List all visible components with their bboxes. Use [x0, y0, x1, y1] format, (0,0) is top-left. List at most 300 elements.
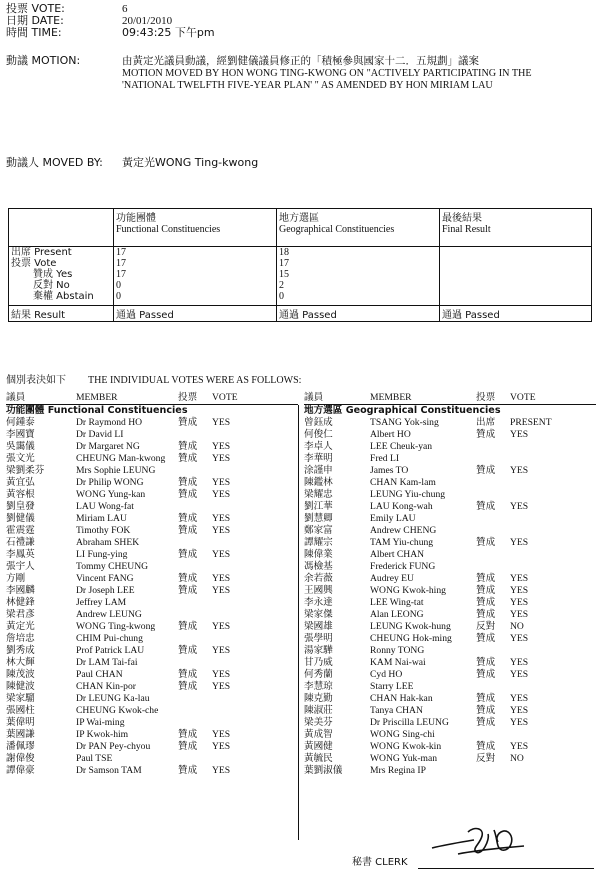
vote-zh: 贊成 — [476, 717, 496, 728]
functional-counts — [114, 247, 277, 306]
summary-header-final — [440, 209, 592, 247]
member-name-en: LEE Cheuk-yan — [370, 441, 433, 452]
member-name-en: Fred LI — [370, 453, 400, 464]
member-name-en: Albert HO — [370, 429, 411, 440]
vote-en: YES — [510, 429, 529, 440]
vote-row — [304, 477, 596, 489]
vote-en: YES — [510, 501, 529, 512]
vote-row — [304, 489, 596, 501]
functional-no: 0 — [116, 280, 121, 291]
vote-row — [304, 753, 596, 765]
result-label: 結果 Result — [9, 306, 114, 322]
member-name-en: Andrew CHENG — [370, 525, 437, 536]
vote-zh: 反對 — [476, 753, 496, 764]
vote-zh: 贊成 — [178, 453, 198, 464]
summary-corner — [9, 209, 114, 247]
member-name-zh: 梁家騮 — [6, 693, 35, 704]
vote-en: YES — [212, 765, 231, 776]
column-header-row — [6, 392, 298, 405]
vote-row — [6, 729, 298, 741]
vote-zh: 贊成 — [178, 669, 198, 680]
member-name-en: Ronny TONG — [370, 645, 425, 656]
vote-en: YES — [510, 633, 529, 644]
member-name-zh: 李國寶 — [6, 429, 35, 440]
vote-row — [304, 561, 596, 573]
member-name-en: Paul CHAN — [76, 669, 123, 680]
vote-en: YES — [212, 645, 231, 656]
vote-en: YES — [212, 489, 231, 500]
vote-row — [6, 669, 298, 681]
member-name-zh: 林大輝 — [6, 657, 35, 668]
vote-row — [304, 537, 596, 549]
member-name-zh: 梁君彥 — [6, 609, 35, 620]
vote-en: YES — [510, 585, 529, 596]
row-label-present: 出席 Present — [11, 247, 72, 258]
member-name-zh: 黃容根 — [6, 489, 35, 500]
member-name-en: Abraham SHEK — [76, 537, 140, 548]
vote-zh: 贊成 — [178, 681, 198, 692]
vote-en: YES — [212, 513, 231, 524]
vote-en: YES — [212, 525, 231, 536]
vote-row — [6, 417, 298, 429]
section-title: 地方選區 Geographical Constituencies — [304, 405, 501, 416]
vote-zh: 贊成 — [476, 573, 496, 584]
member-name-en: WONG Sing-chi — [370, 729, 435, 740]
vote-en: YES — [510, 573, 529, 584]
member-name-en: Dr Raymond HO — [76, 417, 143, 428]
header-vote-en: VOTE — [212, 392, 238, 403]
vote-row — [304, 585, 596, 597]
vote-zh: 贊成 — [178, 441, 198, 452]
individual-title-en: THE INDIVIDUAL VOTES WERE AS FOLLOWS: — [88, 375, 302, 386]
time-value: 09:43:25 下午pm — [122, 26, 215, 39]
member-name-en: Cyd HO — [370, 669, 403, 680]
header-vote-zh: 投票 — [178, 392, 198, 403]
vote-en: YES — [510, 717, 529, 728]
member-name-zh: 陳淑莊 — [304, 705, 333, 716]
member-name-zh: 李華明 — [304, 453, 333, 464]
member-name-en: CHAN Kam-lam — [370, 477, 436, 488]
vote-row — [304, 525, 596, 537]
member-name-zh: 梁劉柔芬 — [6, 465, 45, 476]
member-name-en: LAU Wong-fat — [76, 501, 134, 512]
vote-row — [6, 429, 298, 441]
member-name-en: LEE Wing-tat — [370, 597, 424, 608]
column-header-row — [304, 392, 596, 405]
member-name-zh: 梁美芬 — [304, 717, 333, 728]
vote-row — [304, 465, 596, 477]
vote-row — [304, 717, 596, 729]
header-en: Final Result — [442, 224, 491, 235]
vote-en: NO — [510, 621, 524, 632]
functional-votes-column — [6, 392, 298, 777]
header-zh: 最後結果 — [442, 213, 482, 224]
member-name-zh: 張文光 — [6, 453, 35, 464]
vote-row — [6, 501, 298, 513]
vote-en: YES — [212, 477, 231, 488]
vote-zh: 贊成 — [476, 741, 496, 752]
vote-row — [6, 753, 298, 765]
member-name-zh: 吳靄儀 — [6, 441, 35, 452]
member-name-zh: 李永達 — [304, 597, 333, 608]
member-name-en: LI Fung-ying — [76, 549, 128, 560]
functional-yes: 17 — [116, 269, 126, 280]
header-en: Geographical Constituencies — [279, 224, 395, 235]
clerk-signature — [428, 818, 528, 864]
functional-vote-list — [6, 417, 298, 777]
vote-zh: 贊成 — [178, 585, 198, 596]
member-name-zh: 劉健儀 — [6, 513, 35, 524]
vote-row — [6, 693, 298, 705]
vote-label: 投票 VOTE: — [6, 2, 65, 15]
vote-row — [6, 621, 298, 633]
member-name-zh: 黃宜弘 — [6, 477, 35, 488]
functional-abstain: 0 — [116, 291, 121, 302]
motion-en-line2: 'NATIONAL TWELFTH FIVE-YEAR PLAN' " AS AMENDED BY HON MIRIAM LAU — [122, 80, 493, 91]
final-counts — [440, 247, 592, 306]
member-name-zh: 陳鑑林 — [304, 477, 333, 488]
member-name-en: Jeffrey LAM — [76, 597, 127, 608]
vote-en: YES — [510, 609, 529, 620]
member-name-zh: 王國興 — [304, 585, 333, 596]
member-name-en: Alan LEONG — [370, 609, 424, 620]
member-name-zh: 馮檢基 — [304, 561, 333, 572]
vote-row — [304, 705, 596, 717]
vote-zh: 贊成 — [476, 609, 496, 620]
member-name-en: WONG Kwok-kin — [370, 741, 442, 752]
moved-by-value: 黃定光WONG Ting-kwong — [122, 156, 259, 169]
member-name-en: LEUNG Kwok-hung — [370, 621, 451, 632]
member-name-en: WONG Yuk-man — [370, 753, 438, 764]
member-name-en: Tommy CHEUNG — [76, 561, 149, 572]
clerk-signature-line — [418, 868, 594, 869]
vote-en: YES — [212, 741, 231, 752]
geographical-abstain: 0 — [279, 291, 284, 302]
member-name-zh: 梁家傑 — [304, 609, 333, 620]
member-name-zh: 黃國健 — [304, 741, 333, 752]
member-name-zh: 何俊仁 — [304, 429, 333, 440]
motion-label: 動議 MOTION: — [6, 54, 81, 67]
vote-en: YES — [212, 729, 231, 740]
summary-row-labels — [9, 247, 114, 306]
vote-row — [6, 633, 298, 645]
member-name-en: CHEUNG Kwok-che — [76, 705, 159, 716]
member-name-en: Tanya CHAN — [370, 705, 423, 716]
member-name-en: Audrey EU — [370, 573, 414, 584]
geographical-result: 通過 Passed — [277, 306, 440, 322]
vote-zh: 贊成 — [476, 657, 496, 668]
vote-zh: 贊成 — [178, 645, 198, 656]
vote-row — [304, 453, 596, 465]
vote-row — [304, 501, 596, 513]
row-label-yes: 贊成 Yes — [33, 269, 73, 280]
member-name-en: Dr David LI — [76, 429, 124, 440]
date-label: 日期 DATE: — [6, 14, 64, 27]
header-zh: 地方選區 — [279, 213, 319, 224]
row-label-vote: 投票 Vote — [11, 258, 57, 269]
vote-row — [304, 765, 596, 777]
header-vote-zh: 投票 — [476, 392, 496, 403]
member-name-en: IP Kwok-him — [76, 729, 129, 740]
vote-row — [6, 465, 298, 477]
member-name-en: CHEUNG Man-kwong — [76, 453, 166, 464]
member-name-en: WONG Yung-kan — [76, 489, 146, 500]
member-name-en: Dr PAN Pey-chyou — [76, 741, 151, 752]
member-name-zh: 葉劉淑儀 — [304, 765, 343, 776]
member-name-zh: 譚偉豪 — [6, 765, 35, 776]
vote-zh: 贊成 — [178, 525, 198, 536]
member-name-en: CHAN Kin-por — [76, 681, 136, 692]
vote-zh: 贊成 — [476, 597, 496, 608]
vote-row — [304, 729, 596, 741]
vote-zh: 贊成 — [476, 693, 496, 704]
member-name-zh: 霍震霆 — [6, 525, 35, 536]
member-name-zh: 甘乃威 — [304, 657, 333, 668]
vote-en: YES — [510, 597, 529, 608]
vote-row — [304, 681, 596, 693]
motion-en-line1: MOTION MOVED BY HON WONG TING-KWONG ON "ACTIVELY PARTICIPATING IN THE — [122, 68, 532, 79]
vote-zh: 贊成 — [476, 465, 496, 476]
vote-en: YES — [510, 537, 529, 548]
header-en: Functional Constituencies — [116, 224, 221, 235]
vote-row — [6, 657, 298, 669]
vote-row — [6, 573, 298, 585]
header-member-en: MEMBER — [370, 392, 412, 403]
vote-en: YES — [510, 657, 529, 668]
vote-row — [6, 765, 298, 777]
member-name-zh: 涂謹申 — [304, 465, 333, 476]
member-name-zh: 劉秀成 — [6, 645, 35, 656]
member-name-zh: 李慧琼 — [304, 681, 333, 692]
member-name-zh: 陳茂波 — [6, 669, 35, 680]
header-zh: 功能團體 — [116, 213, 156, 224]
vote-row — [304, 693, 596, 705]
vote-zh: 贊成 — [178, 513, 198, 524]
vote-row — [6, 645, 298, 657]
functional-present: 17 — [116, 247, 126, 258]
vote-en: YES — [212, 681, 231, 692]
member-name-zh: 梁國雄 — [304, 621, 333, 632]
header-member-zh: 議員 — [304, 392, 324, 403]
vote-en: YES — [510, 705, 529, 716]
vote-row — [6, 549, 298, 561]
geographical-vote-list — [304, 417, 596, 777]
vote-zh: 贊成 — [178, 417, 198, 428]
vote-en: PRESENT — [510, 417, 552, 428]
member-name-en: TAM Yiu-chung — [370, 537, 434, 548]
vote-zh: 贊成 — [178, 573, 198, 584]
member-name-zh: 黃毓民 — [304, 753, 333, 764]
member-name-zh: 潘佩璆 — [6, 741, 35, 752]
date-value: 20/01/2010 — [122, 15, 173, 27]
vote-row — [304, 741, 596, 753]
vote-row — [304, 573, 596, 585]
member-name-en: Dr Margaret NG — [76, 441, 140, 452]
vote-en: YES — [510, 741, 529, 752]
member-name-zh: 張學明 — [304, 633, 333, 644]
vote-row — [6, 477, 298, 489]
header-member-en: MEMBER — [76, 392, 118, 403]
vote-row — [304, 645, 596, 657]
vote-zh: 贊成 — [178, 729, 198, 740]
member-name-zh: 詹培忠 — [6, 633, 35, 644]
clerk-label: 秘書 CLERK — [352, 857, 408, 868]
member-name-zh: 葉國謙 — [6, 729, 35, 740]
member-name-en: Dr Philip WONG — [76, 477, 144, 488]
vote-row — [6, 441, 298, 453]
geographical-present: 18 — [279, 247, 289, 258]
vote-en: YES — [212, 621, 231, 632]
summary-table — [8, 208, 592, 322]
member-name-en: Mrs Regina IP — [370, 765, 426, 776]
vote-row — [304, 417, 596, 429]
member-name-zh: 陳偉業 — [304, 549, 333, 560]
member-name-zh: 張國柱 — [6, 705, 35, 716]
member-name-zh: 劉慧卿 — [304, 513, 333, 524]
member-name-zh: 李卓人 — [304, 441, 333, 452]
final-result: 通過 Passed — [440, 306, 592, 322]
member-name-en: WONG Kwok-hing — [370, 585, 446, 596]
member-name-zh: 林健鋒 — [6, 597, 35, 608]
vote-row — [304, 657, 596, 669]
vote-zh: 贊成 — [178, 477, 198, 488]
member-name-en: CHAN Hak-kan — [370, 693, 433, 704]
vote-zh: 贊成 — [178, 621, 198, 632]
member-name-en: Prof Patrick LAU — [76, 645, 145, 656]
row-label-no: 反對 No — [33, 280, 70, 291]
vote-en: YES — [510, 465, 529, 476]
summary-header-functional — [114, 209, 277, 247]
vote-row — [6, 681, 298, 693]
column-divider — [298, 405, 299, 840]
member-name-en: IP Wai-ming — [76, 717, 125, 728]
member-name-en: Frederick FUNG — [370, 561, 436, 572]
vote-row — [6, 717, 298, 729]
vote-row — [304, 549, 596, 561]
vote-zh: 贊成 — [476, 537, 496, 548]
member-name-en: LAU Kong-wah — [370, 501, 433, 512]
vote-row — [304, 441, 596, 453]
member-name-zh: 鄭家富 — [304, 525, 333, 536]
vote-number: 6 — [122, 3, 128, 15]
header-member-zh: 議員 — [6, 392, 26, 403]
vote-zh: 贊成 — [178, 489, 198, 500]
member-name-en: Emily LAU — [370, 513, 416, 524]
vote-zh: 贊成 — [476, 429, 496, 440]
motion-zh: 由黃定光議員動議，經劉健儀議員修正的「積極參與國家十二．五規劃」議案 — [122, 55, 479, 67]
member-name-zh: 張宇人 — [6, 561, 35, 572]
member-name-zh: 李鳳英 — [6, 549, 35, 560]
member-name-en: Dr Joseph LEE — [76, 585, 135, 596]
vote-en: YES — [212, 549, 231, 560]
member-name-zh: 何秀蘭 — [304, 669, 333, 680]
geographical-yes: 15 — [279, 269, 289, 280]
vote-row — [304, 609, 596, 621]
member-name-en: Mrs Sophie LEUNG — [76, 465, 156, 476]
vote-en: NO — [510, 753, 524, 764]
vote-en: YES — [212, 417, 231, 428]
vote-row — [6, 585, 298, 597]
vote-zh: 贊成 — [178, 741, 198, 752]
geographical-votes-column — [304, 392, 596, 777]
member-name-en: Dr Samson TAM — [76, 765, 142, 776]
member-name-en: LEUNG Yiu-chung — [370, 489, 446, 500]
member-name-en: KAM Nai-wai — [370, 657, 426, 668]
member-name-zh: 湯家驊 — [304, 645, 333, 656]
vote-row — [6, 537, 298, 549]
vote-zh: 贊成 — [476, 501, 496, 512]
vote-zh: 出席 — [476, 417, 496, 428]
vote-zh: 贊成 — [178, 549, 198, 560]
vote-zh: 反對 — [476, 621, 496, 632]
member-name-zh: 余若薇 — [304, 573, 333, 584]
member-name-en: Albert CHAN — [370, 549, 425, 560]
member-name-en: WONG Ting-kwong — [76, 621, 156, 632]
geographical-vote: 17 — [279, 258, 289, 269]
vote-en: YES — [510, 669, 529, 680]
vote-en: YES — [212, 585, 231, 596]
vote-row — [6, 525, 298, 537]
vote-row — [6, 561, 298, 573]
member-name-en: Dr LAM Tai-fai — [76, 657, 138, 668]
member-name-en: Dr LEUNG Ka-lau — [76, 693, 150, 704]
member-name-zh: 劉皇發 — [6, 501, 35, 512]
member-name-en: CHIM Pui-chung — [76, 633, 143, 644]
member-name-en: James TO — [370, 465, 409, 476]
member-name-zh: 李國麟 — [6, 585, 35, 596]
member-name-en: Starry LEE — [370, 681, 414, 692]
member-name-zh: 陳克勤 — [304, 693, 333, 704]
vote-zh: 贊成 — [476, 705, 496, 716]
member-name-zh: 石禮謙 — [6, 537, 35, 548]
member-name-en: CHEUNG Hok-ming — [370, 633, 452, 644]
header-vote-en: VOTE — [510, 392, 536, 403]
moved-by-label: 動議人 MOVED BY: — [6, 156, 103, 169]
vote-zh: 贊成 — [178, 765, 198, 776]
member-name-zh: 黃定光 — [6, 621, 35, 632]
member-name-en: Andrew LEUNG — [76, 609, 142, 620]
member-name-en: Miriam LAU — [76, 513, 127, 524]
member-name-zh: 陳健波 — [6, 681, 35, 692]
vote-en: YES — [212, 453, 231, 464]
functional-vote: 17 — [116, 258, 126, 269]
member-name-en: TSANG Yok-sing — [370, 417, 439, 428]
member-name-zh: 曾鈺成 — [304, 417, 333, 428]
section-title: 功能團體 Functional Constituencies — [6, 405, 188, 416]
vote-row — [304, 597, 596, 609]
member-name-zh: 黃成智 — [304, 729, 333, 740]
vote-row — [6, 741, 298, 753]
vote-en: YES — [510, 693, 529, 704]
vote-row — [6, 609, 298, 621]
vote-row — [6, 705, 298, 717]
vote-row — [304, 621, 596, 633]
member-name-zh: 謝偉俊 — [6, 753, 35, 764]
vote-row — [6, 453, 298, 465]
vote-row — [6, 489, 298, 501]
vote-row — [304, 669, 596, 681]
geographical-no: 2 — [279, 280, 284, 291]
vote-row — [6, 513, 298, 525]
individual-title-zh: 個別表決如下 — [6, 375, 66, 386]
geographical-counts — [277, 247, 440, 306]
vote-row — [6, 597, 298, 609]
member-name-zh: 梁耀忠 — [304, 489, 333, 500]
vote-zh: 贊成 — [476, 669, 496, 680]
vote-zh: 贊成 — [476, 633, 496, 644]
vote-en: YES — [212, 573, 231, 584]
member-name-en: Timothy FOK — [76, 525, 131, 536]
